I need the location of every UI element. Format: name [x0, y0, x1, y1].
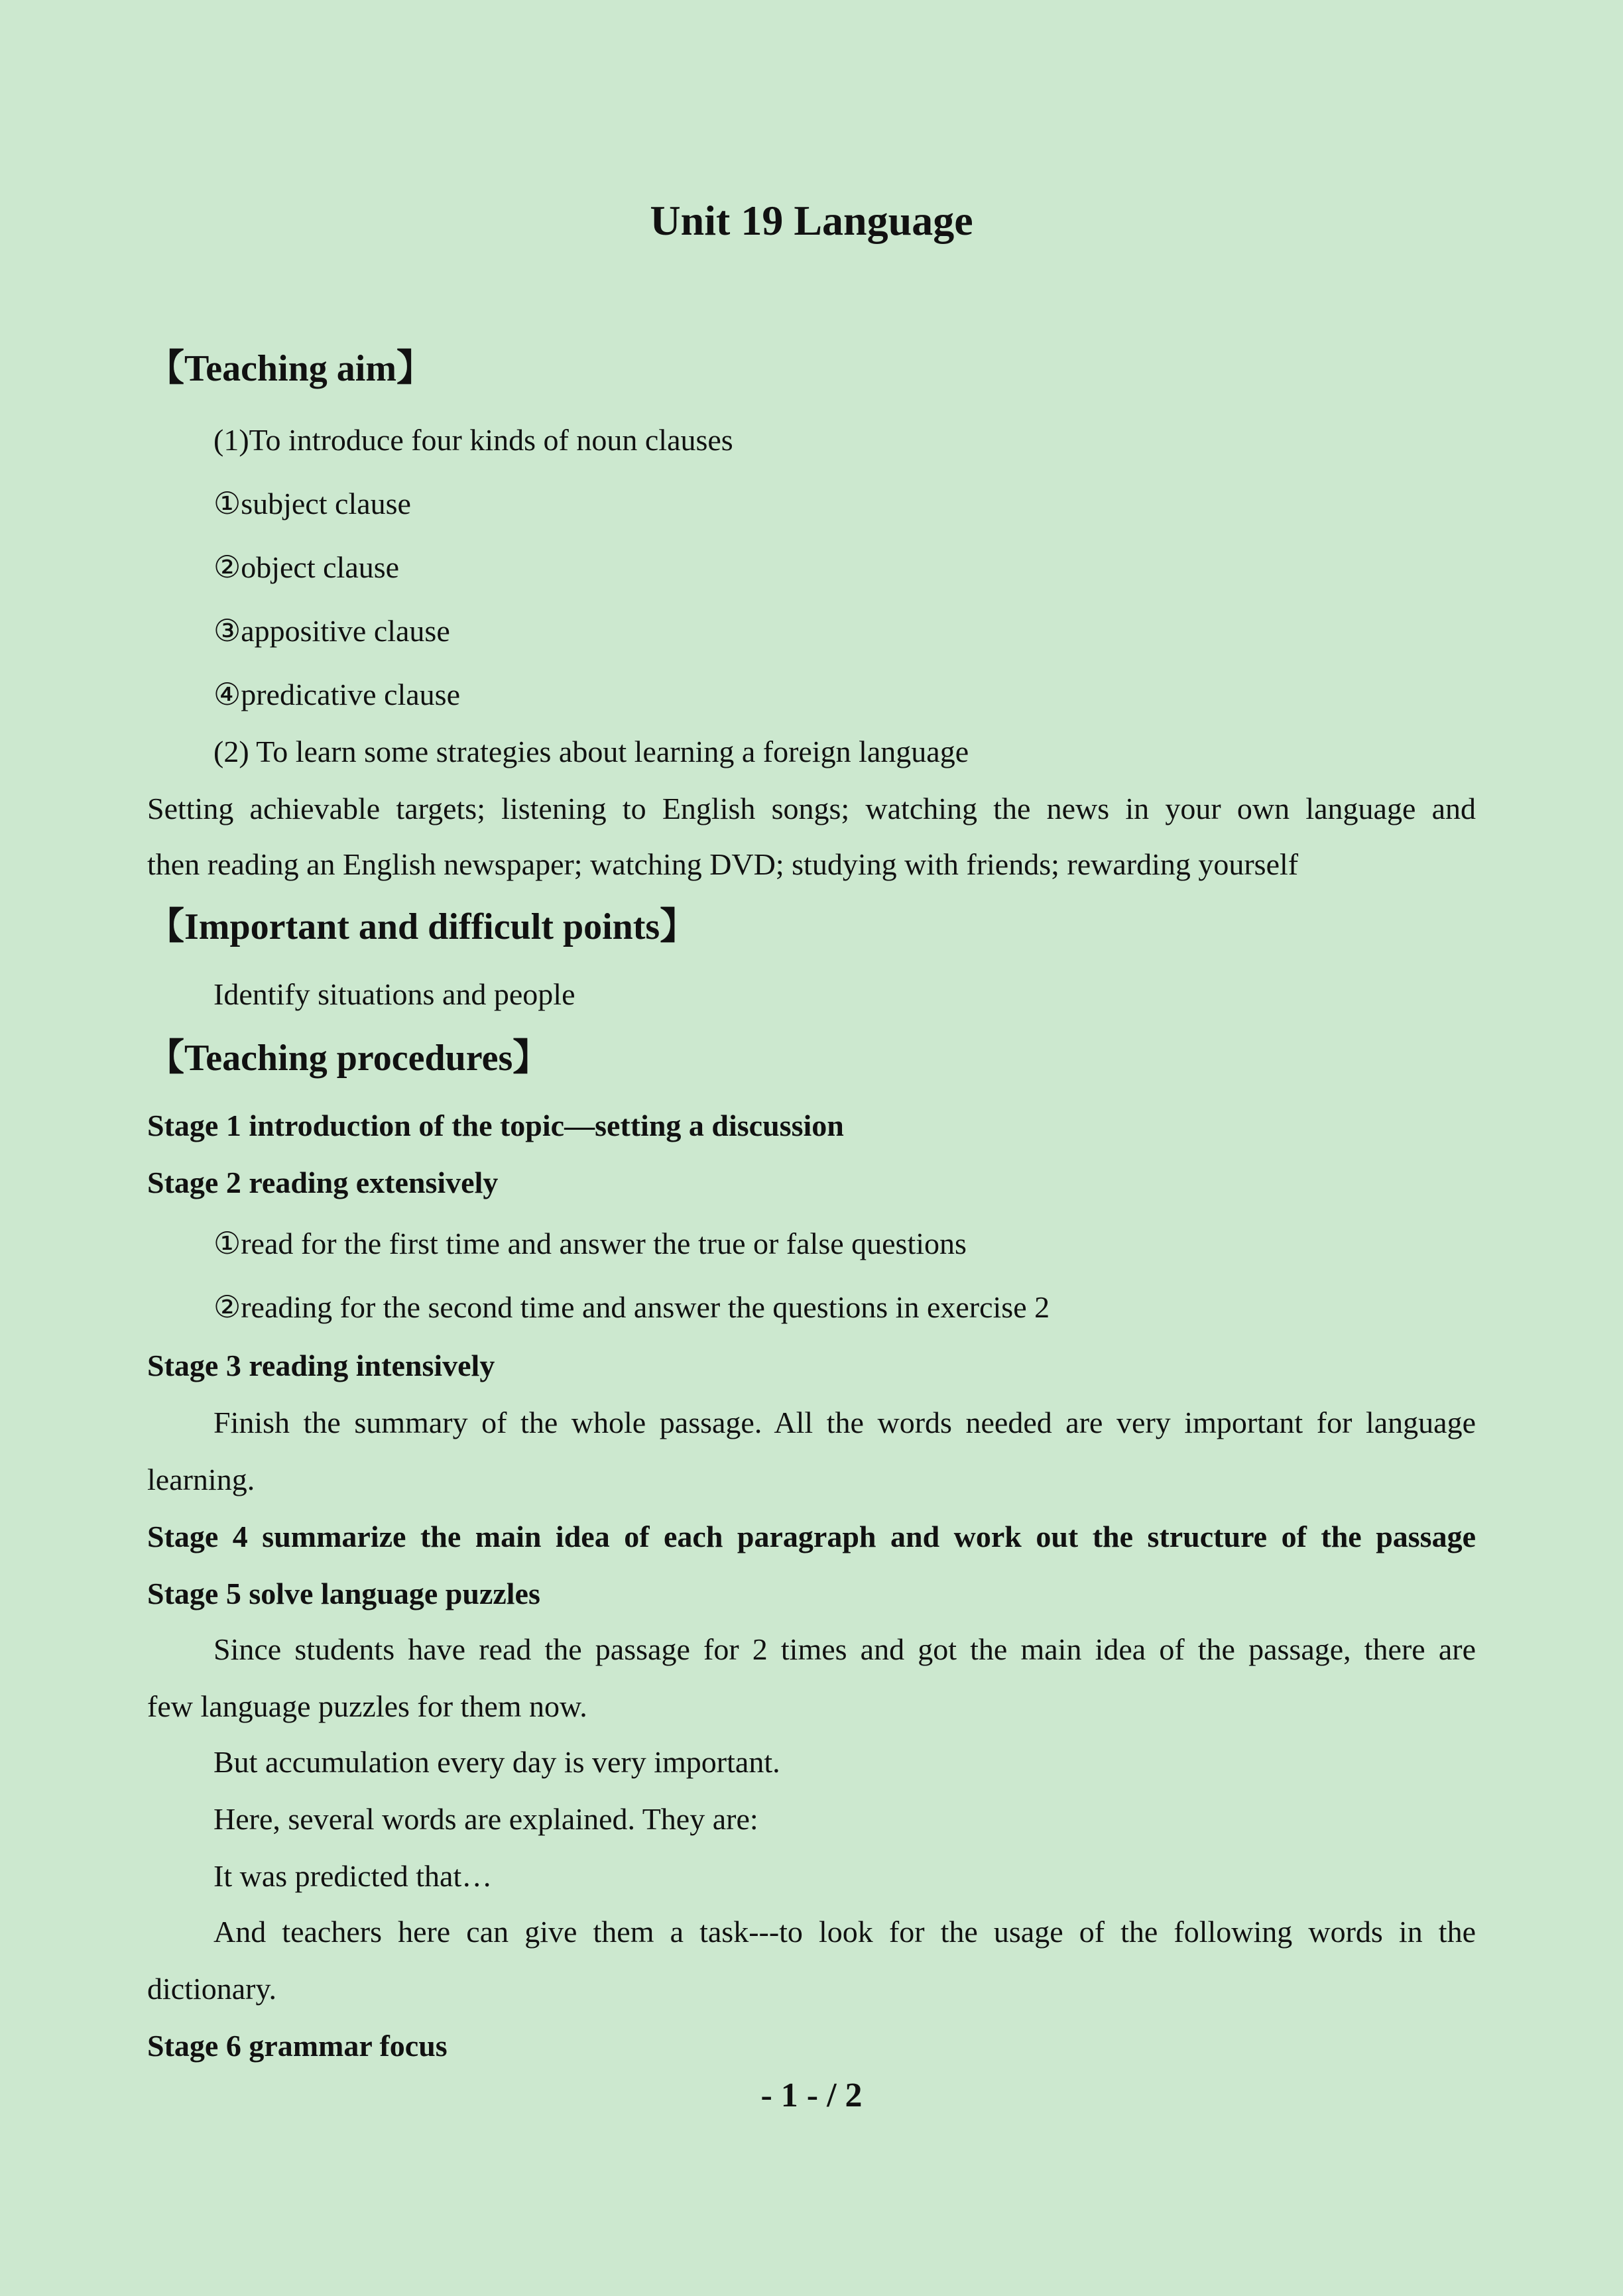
aim-item-1: (1)To introduce four kinds of noun clauses — [213, 423, 733, 457]
stage-4-heading: Stage 4 summarize the main idea of each paragraph and work out the structure of the passage — [147, 1520, 1476, 1553]
stage-5-text-line-3: But accumulation every day is very important. — [213, 1745, 780, 1779]
stage-2-item-2: ②reading for the second time and answer the questions in exercise 2 — [213, 1290, 1050, 1324]
page-number: - 1 - / 2 — [760, 2077, 863, 2114]
stage-3-heading: Stage 3 reading intensively — [147, 1349, 495, 1382]
stage-5-text-line-4: Here, several words are explained. They are: — [213, 1802, 758, 1836]
aim-item-2: (2) To learn some strategies about learning a foreign language — [213, 735, 969, 768]
stage-3-text-line-2: learning. — [147, 1463, 255, 1496]
stage-5-text-line-5: It was predicted that… — [213, 1859, 493, 1893]
heading-teaching-aim: 【Teaching aim】 — [147, 348, 434, 389]
aim-subitem-appositive: ③appositive clause — [213, 614, 450, 648]
stage-5-text-line-7: dictionary. — [147, 1972, 277, 2006]
aim-subitem-predicative: ④predicative clause — [213, 678, 460, 711]
heading-important-points: 【Important and difficult points】 — [147, 906, 697, 947]
strategies-line-2: then reading an English newspaper; watching DVD; studying with friends; rewarding yourself — [147, 847, 1299, 881]
aim-subitem-subject: ①subject clause — [213, 487, 411, 520]
stage-6-heading: Stage 6 grammar focus — [147, 2029, 448, 2063]
stage-5-text-line-6: And teachers here can give them a task---to look for the usage of the following words in the — [213, 1915, 1476, 1949]
important-points-text: Identify situations and people — [213, 977, 575, 1011]
aim-subitem-object: ②object clause — [213, 550, 400, 584]
document-title: Unit 19 Language — [650, 197, 973, 244]
strategies-line-1: Setting achievable targets; listening to English songs; watching the news in your own language and — [147, 792, 1476, 825]
stage-3-text-line-1: Finish the summary of the whole passage. All the words needed are very important for language — [213, 1406, 1476, 1439]
stage-2-heading: Stage 2 reading extensively — [147, 1166, 499, 1199]
stage-5-text-line-1: Since students have read the passage for 2 times and got the main idea of the passage, there are — [213, 1632, 1476, 1666]
stage-5-heading: Stage 5 solve language puzzles — [147, 1577, 540, 1610]
stage-1-heading: Stage 1 introduction of the topic—setting a discussion — [147, 1109, 844, 1142]
heading-teaching-procedures: 【Teaching procedures】 — [147, 1038, 550, 1079]
stage-2-item-1: ①read for the first time and answer the true or false questions — [213, 1227, 967, 1260]
stage-5-text-line-2: few language puzzles for them now. — [147, 1689, 587, 1723]
